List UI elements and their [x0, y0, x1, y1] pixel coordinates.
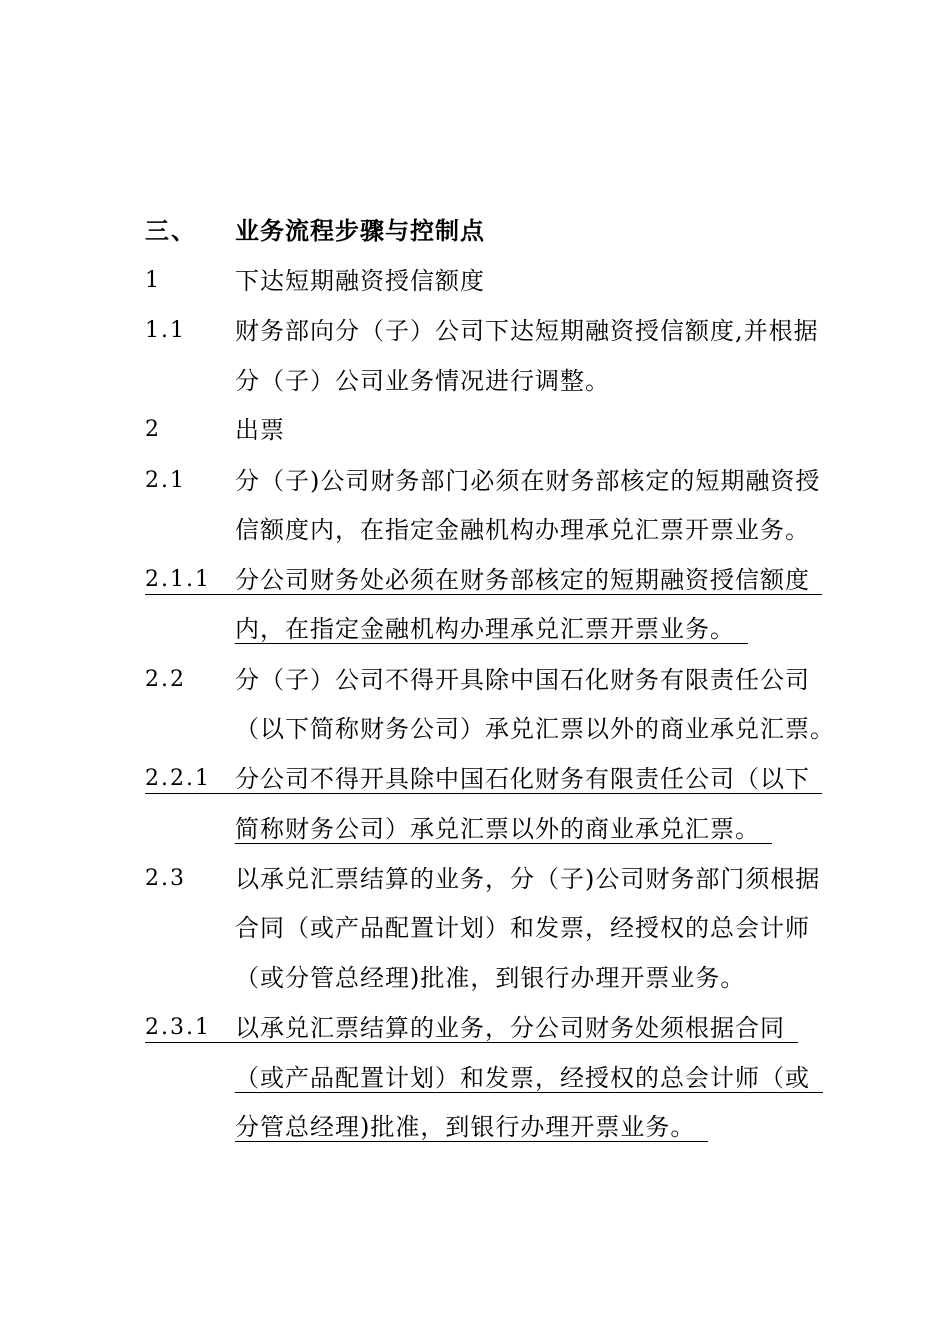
item-text-line-underlined: 分管总经理)批准，到银行办理开票业务。	[235, 1113, 696, 1141]
section-number: 三、	[145, 216, 197, 245]
item-text-line: 下达短期融资授信额度	[235, 267, 485, 295]
item-number: 2.3	[145, 866, 186, 891]
item-number: 2.1	[145, 468, 186, 493]
underline-rule	[145, 594, 822, 595]
item-number: 1.1	[145, 318, 186, 343]
underline-rule	[145, 1042, 798, 1043]
item-text-line: 合同（或产品配置计划）和发票，经授权的总会计师	[235, 914, 810, 942]
item-number: 2	[145, 417, 161, 442]
item-number: 1	[145, 268, 161, 293]
item-text-line: 财务部向分（子）公司下达短期融资授信额度,并根据	[235, 317, 819, 345]
item-text-line: 出票	[235, 416, 285, 444]
item-text-line: 信额度内，在指定金融机构办理承兑汇票开票业务。	[235, 516, 810, 544]
item-text-line: （以下简称财务公司）承兑汇票以外的商业承兑汇票。	[235, 715, 835, 743]
item-number: 2.2	[145, 667, 186, 692]
item-text-line-underlined: （或产品配置计划）和发票，经授权的总会计师（或	[235, 1064, 810, 1092]
item-text-line: （或分管总经理)批准，到银行办理开票业务。	[235, 964, 746, 992]
item-text-line: 分（子）公司业务情况进行调整。	[235, 367, 610, 395]
item-text-line-underlined: 分公司财务处必须在财务部核定的短期融资授信额度	[235, 566, 810, 594]
underline-rule	[235, 843, 772, 844]
underline-rule	[235, 643, 748, 644]
item-number-underlined: 2.1.1	[145, 567, 211, 592]
item-text-line: 分（子）公司不得开具除中国石化财务有限责任公司	[235, 666, 810, 694]
item-text-line: 以承兑汇票结算的业务，分（子)公司财务部门须根据	[235, 865, 821, 893]
item-text-line-underlined: 简称财务公司）承兑汇票以外的商业承兑汇票。	[235, 815, 760, 843]
item-text-line-underlined: 分公司不得开具除中国石化财务有限责任公司（以下	[235, 765, 810, 793]
underline-rule	[235, 1141, 708, 1142]
underline-rule	[145, 793, 822, 794]
item-text-line-underlined: 内，在指定金融机构办理承兑汇票开票业务。	[235, 615, 735, 643]
item-number-underlined: 2.3.1	[145, 1015, 211, 1040]
item-text-line: 分（子)公司财务部门必须在财务部核定的短期融资授	[235, 467, 821, 495]
underline-rule	[235, 1092, 823, 1093]
section-title: 业务流程步骤与控制点	[235, 216, 485, 245]
item-number-underlined: 2.2.1	[145, 766, 211, 791]
item-text-line-underlined: 以承兑汇票结算的业务，分公司财务处须根据合同	[235, 1014, 785, 1042]
